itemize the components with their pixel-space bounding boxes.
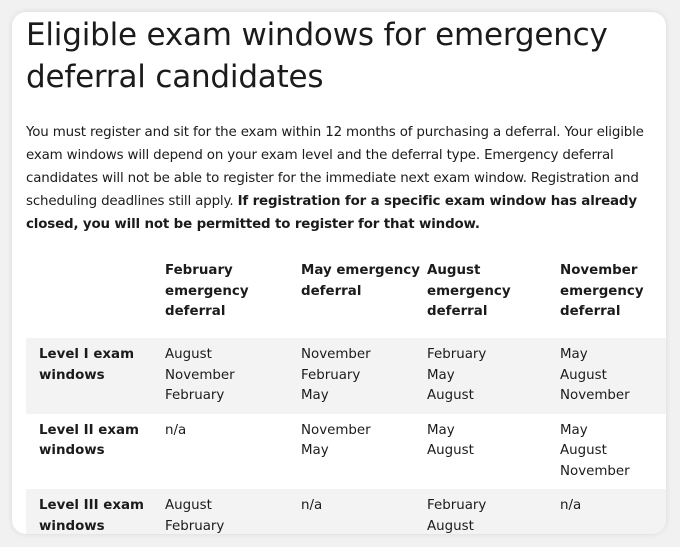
cell-value: February [165,388,225,403]
cell-value: November [560,388,630,403]
cell-value: February [301,367,361,383]
table-cell [427,338,560,414]
cell-value: May [301,388,329,403]
cell-value: February [427,498,487,513]
cell-value: May [301,443,329,458]
cell-value: August [165,498,212,513]
cell-value: August [165,347,212,362]
table-cell [301,414,427,490]
table-row [26,489,666,534]
table-cell [165,414,301,490]
intro-text: You must register and sit for the exam within 12 months of purchasing a deferral. Your eligible exam windows will depend on your exam level and the deferral type. Emergency deferral candidates will not be able to register for the immediate next exam window. Registration and scheduling deadlines still apply. [26,125,644,209]
cell-value: May [560,347,588,362]
table-cell [165,338,301,414]
header-may-deferral: May emergency deferral [301,263,420,299]
table-cell [165,489,301,534]
cell-value: August [427,443,474,458]
cell-value: August [560,443,607,458]
table-header-row [26,257,666,338]
header-november-deferral: November emergency deferral [560,263,644,319]
page-title: Eligible exam windows for emergency deferral candidates [26,17,608,95]
cell-value: November [301,422,371,438]
header-february-deferral: February emergency deferral [165,263,249,319]
table-cell [560,489,666,534]
table-cell [301,338,427,414]
cell-value: November [165,367,235,383]
content-card [12,12,666,534]
row-label-level-3: Level III exam windows [26,489,165,534]
row-label-level-2: Level II exam windows [39,422,140,458]
cell-value: May [560,422,588,438]
table-cell [560,338,666,414]
cell-value: n/a [560,498,582,513]
cell-value: February [165,518,225,534]
cell-value: n/a [301,498,323,513]
table-row [26,338,666,414]
table-cell [560,414,666,490]
table-cell [427,414,560,490]
cell-value: May [427,367,455,383]
cell-value: November [560,463,630,479]
cell-value: August [427,388,474,403]
header-august-deferral: August emergency deferral [427,263,511,319]
cell-value: August [427,518,474,534]
cell-value: May [427,422,455,438]
header-cell-empty [26,257,165,338]
cell-value: n/a [165,422,187,438]
table-cell [427,489,560,534]
cell-value: August [560,367,607,383]
row-label-level-1: Level I exam windows [26,338,165,414]
cell-value: November [301,347,371,362]
intro-bold-notice: If registration for a specific exam window has already closed, you will not be permitted to register for that window. [26,194,637,232]
cell-value: February [427,347,487,362]
exam-windows-table [26,257,666,534]
table-cell [301,489,427,534]
table-row [26,414,666,490]
intro-paragraph [26,121,666,236]
